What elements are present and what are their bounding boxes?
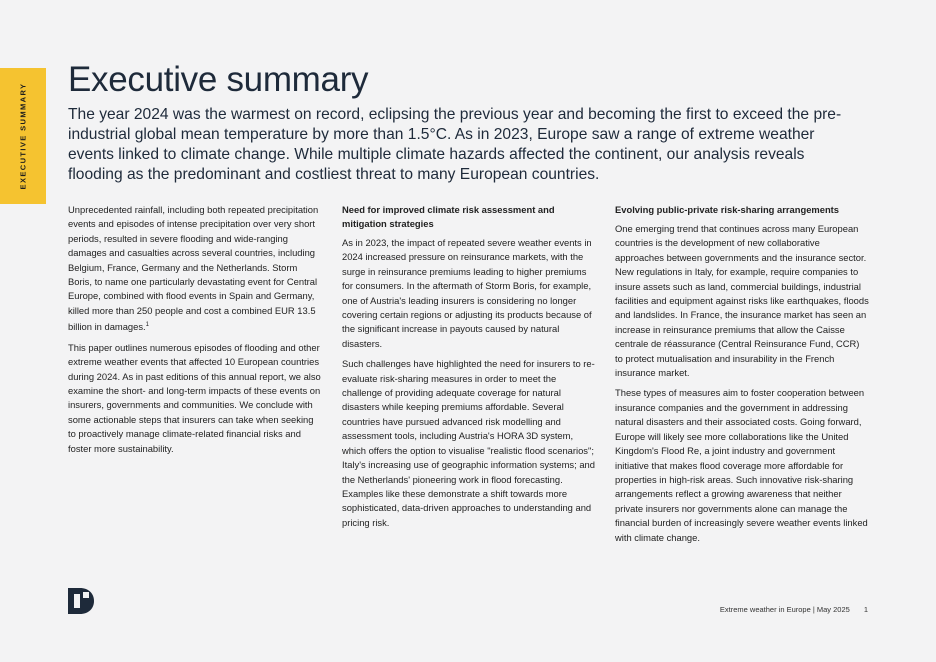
col1-paragraph-2: This paper outlines numerous episodes of flooding and other extreme weather events that affected 10 European countries during 2024. As in past editions of this annual report, we also examine the short- and long-term impacts of these events on insurers, governments and communities. We conclude with some actionable steps that insurers can take when seeking to proactively manage climate-related financial risks and foster more sustainability. bbox=[68, 341, 321, 454]
footer-text: Extreme weather in Europe | May 2025 bbox=[719, 605, 850, 614]
section-tab-label: EXECUTIVE SUMMARY bbox=[18, 82, 28, 190]
col3-paragraph-1: One emerging trend that continues across many European countries is the development of new collaborative approaches between governments and the insurance sector. New regulations in Italy, for example, require companies to insure assets such as land, commercial buildings, industrial facilities and equipment against risks like earthquakes, floods and landslides. In France, the insurance market has seen an increase in reinsurance premiums that allow the Caisse centrale de réassurance (Central Reinsurance Fund, CCR) to protect mutualisation and insurability in the French insurance market. bbox=[615, 223, 869, 379]
col3-paragraph-2: These types of measures aim to foster cooperation between insurance companies and the government in addressing natural disasters and their associated costs. Going forward, Europe will likely see more collaborations like the United Kingdom's Flood Re, a joint industry and government initiative that makes flood coverage more affordable for properties in high-risk areas. Such innovative risk-sharing arrangements reflect a growing awareness that neither private insurers nor governments alone can manage the financial burden of increasingly severe weather events linked with climate change. bbox=[615, 387, 868, 543]
column-2 bbox=[342, 203, 596, 536]
page-title: Executive summary bbox=[68, 60, 369, 99]
col2-paragraph-1: As in 2023, the impact of repeated severe weather events in 2024 increased pressure on reinsurance markets, with the surge in reinsurance premiums leading to higher premiums for consumers. In the aftermath of Storm Boris, for example, one of Austria's leading insurers is considering no longer covering certain regions or adjusting its products because of the significant increase in payouts caused by natural disasters. bbox=[342, 237, 592, 349]
col3-heading: Evolving public-private risk-sharing arrangements bbox=[615, 204, 840, 215]
col2-paragraph-2: Such challenges have highlighted the need for insurers to re-evaluate risk-sharing measures in order to meet the challenge of providing adequate coverage for natural disasters while keeping premiums affordable. Several countries have pursued advanced risk modelling and assessment tools, including Austria's HORA 3D system, which offers the option to visualise "realistic flood scenarios"; Italy's increasing use of geographic information systems; and the Netherlands' pioneering work in flood forecasting. Examples like these demonstrate a shift towards more sophisticated, data-driven approaches to understanding and pricing risk. bbox=[342, 358, 595, 528]
page-footer bbox=[720, 605, 868, 614]
company-logo-icon bbox=[68, 588, 94, 614]
column-1 bbox=[68, 203, 322, 462]
section-tab bbox=[0, 68, 46, 204]
col1-paragraph-1: Unprecedented rainfall, including both repeated precipitation events and episodes of intense precipitation over very short periods, resulted in severe flooding and wide-ranging damages and casualties across several countries, including Belgium, France, Germany and the Netherlands. Storm Boris, to name one particularly devastating event for Central Europe, combined with flood events in Spain and Germany, killed more than 250 people and cost a combined EUR 13.5 billion in damages.$^1$ bbox=[68, 204, 319, 333]
lead-paragraph: The year 2024 was the warmest on record, eclipsing the previous year and becoming the first to exceed the pre-industrial global mean temperature by more than 1.5°C. As in 2023, Europe saw a range of extreme weather events linked to climate change. While multiple climate hazards affected the continent, our analysis reveals flooding as the predominant and costliest threat to many European countries. bbox=[68, 106, 842, 183]
col2-heading: Need for improved climate risk assessment and mitigation strategies bbox=[342, 204, 555, 229]
page-number: 1 bbox=[863, 605, 868, 614]
column-3 bbox=[615, 203, 869, 551]
footnote-marker[interactable]: 1 bbox=[145, 322, 149, 329]
